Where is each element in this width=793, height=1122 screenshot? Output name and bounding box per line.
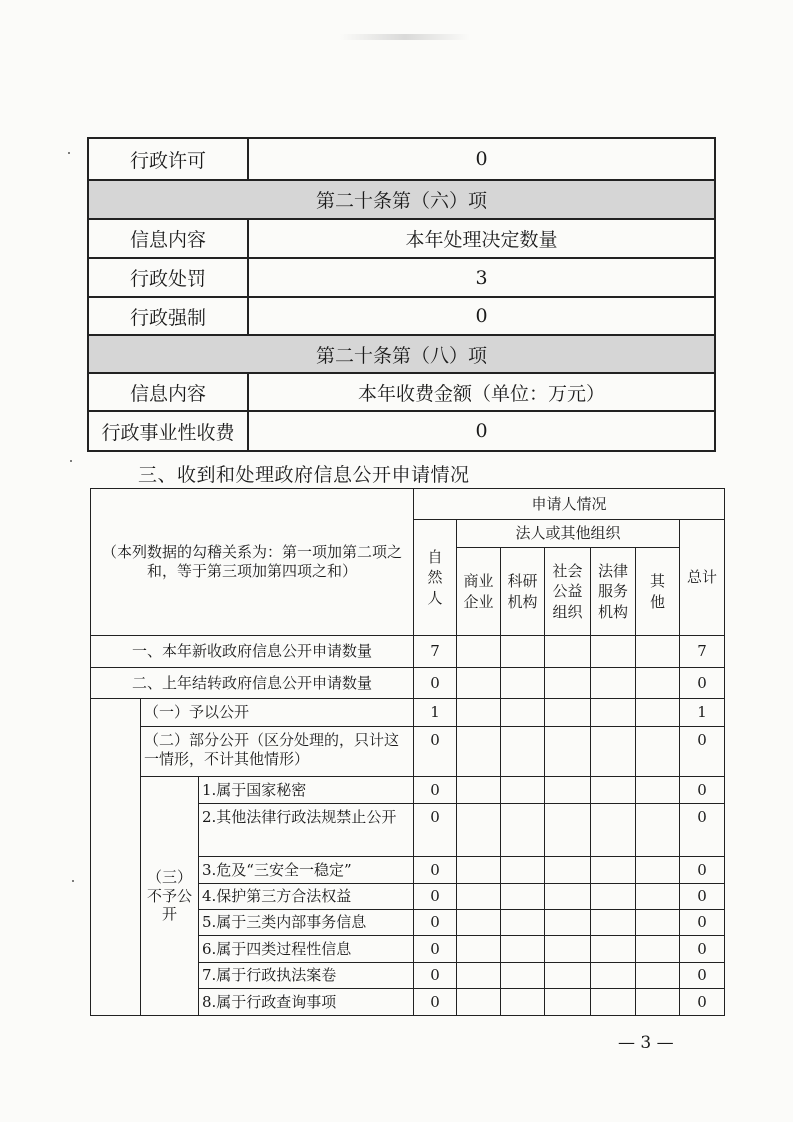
row-value: 0 [248, 411, 715, 451]
row-label: 7.属于行政执法案卷 [199, 963, 414, 989]
table-row [88, 219, 715, 258]
cell-total: 0 [680, 857, 725, 884]
row-label: 3.危及“三安全一稳定” [199, 857, 414, 884]
col-research [501, 548, 545, 636]
row-label: 1.属于国家秘密 [199, 777, 414, 804]
disclosure-table-top [87, 137, 716, 452]
scan-speck [70, 460, 72, 462]
row-value: 0 [248, 138, 715, 180]
cell-total: 0 [680, 910, 725, 936]
row-label: （一）予以公开 [141, 699, 414, 727]
table-row [88, 411, 715, 451]
section-title: 三、收到和处理政府信息公开申请情况 [138, 464, 470, 486]
row-label: 2.其他法律行政法规禁止公开 [199, 804, 414, 857]
col-research-text: 科研机构 [507, 572, 538, 611]
col-total: 总计 [680, 520, 725, 636]
row-label: 8.属于行政查询事项 [199, 989, 414, 1016]
col-social [545, 548, 591, 636]
col-legal-service-text: 法律服务机构 [598, 562, 629, 621]
col-other-text: 其他 [650, 572, 666, 611]
section-header-text: 第二十条第（六）项 [88, 180, 715, 219]
table-section-header [88, 180, 715, 219]
row-label: （二）部分公开（区分处理的，只计这一情形，不计其他情形） [141, 727, 414, 777]
row-label: 行政许可 [88, 138, 248, 180]
row-value: 0 [248, 297, 715, 335]
col-business [457, 548, 501, 636]
table-row [88, 297, 715, 335]
row-label: 6.属于四类过程性信息 [199, 936, 414, 963]
cell-natural: 7 [414, 636, 457, 668]
table-row [91, 777, 725, 804]
cell-total: 7 [680, 636, 725, 668]
row-label: 行政处罚 [88, 258, 248, 297]
cell-natural: 0 [414, 804, 457, 857]
page-number: — 3 — [618, 1033, 674, 1053]
table-row [91, 636, 725, 668]
cell-total: 0 [680, 727, 725, 777]
cell-total: 0 [680, 777, 725, 804]
col-other [636, 548, 680, 636]
cell-natural: 0 [414, 963, 457, 989]
row-label: 5.属于三类内部事务信息 [199, 910, 414, 936]
row-label: 4.保护第三方合法权益 [199, 884, 414, 910]
table-row [91, 727, 725, 777]
section-header-text: 第二十条第（八）项 [88, 335, 715, 373]
col-legal-service [591, 548, 636, 636]
cell-total: 0 [680, 989, 725, 1016]
cell-natural: 0 [414, 727, 457, 777]
blank-indent-cell [91, 699, 141, 1016]
cell-natural: 0 [414, 936, 457, 963]
table-section-header [88, 335, 715, 373]
cell-natural: 0 [414, 910, 457, 936]
row-label: 二、上年结转政府信息公开申请数量 [91, 668, 414, 699]
scan-speck [72, 880, 74, 882]
header-legal-org: 法人或其他组织 [457, 520, 680, 548]
row-label: 信息内容 [88, 219, 248, 258]
cell-total: 0 [680, 936, 725, 963]
cell-total: 0 [680, 963, 725, 989]
row-value: 本年收费金额（单位：万元） [248, 373, 715, 411]
row-value: 3 [248, 258, 715, 297]
cell-natural: 0 [414, 857, 457, 884]
row-label: 行政事业性收费 [88, 411, 248, 451]
table-row [88, 258, 715, 297]
group-not-disclosed: （三）不予公开 [141, 777, 199, 1016]
cell-natural: 0 [414, 989, 457, 1016]
cell-total: 0 [680, 668, 725, 699]
row-label: 一、本年新收政府信息公开申请数量 [91, 636, 414, 668]
table-row [88, 138, 715, 180]
col-social-text: 社会公益组织 [552, 562, 583, 621]
cell-natural: 1 [414, 699, 457, 727]
scan-artifact [340, 34, 470, 40]
table-row [91, 699, 725, 727]
cell-total: 1 [680, 699, 725, 727]
row-label: 信息内容 [88, 373, 248, 411]
table-row [88, 373, 715, 411]
row-label: 行政强制 [88, 297, 248, 335]
cell-natural: 0 [414, 668, 457, 699]
col-natural-person [414, 520, 457, 636]
header-applicant: 申请人情况 [414, 489, 725, 520]
application-stats-table [90, 488, 725, 1016]
reconciliation-note: （本列数据的勾稽关系为：第一项加第二项之和，等于第三项加第四项之和） [91, 489, 414, 636]
cell-total: 0 [680, 804, 725, 857]
table-header-row [91, 489, 725, 520]
col-natural-person-text: 自然人 [427, 548, 443, 607]
scan-speck [68, 152, 70, 154]
col-business-text: 商业企业 [463, 572, 494, 611]
cell-total: 0 [680, 884, 725, 910]
cell-natural: 0 [414, 777, 457, 804]
cell-natural: 0 [414, 884, 457, 910]
table-row [91, 668, 725, 699]
row-value: 本年处理决定数量 [248, 219, 715, 258]
